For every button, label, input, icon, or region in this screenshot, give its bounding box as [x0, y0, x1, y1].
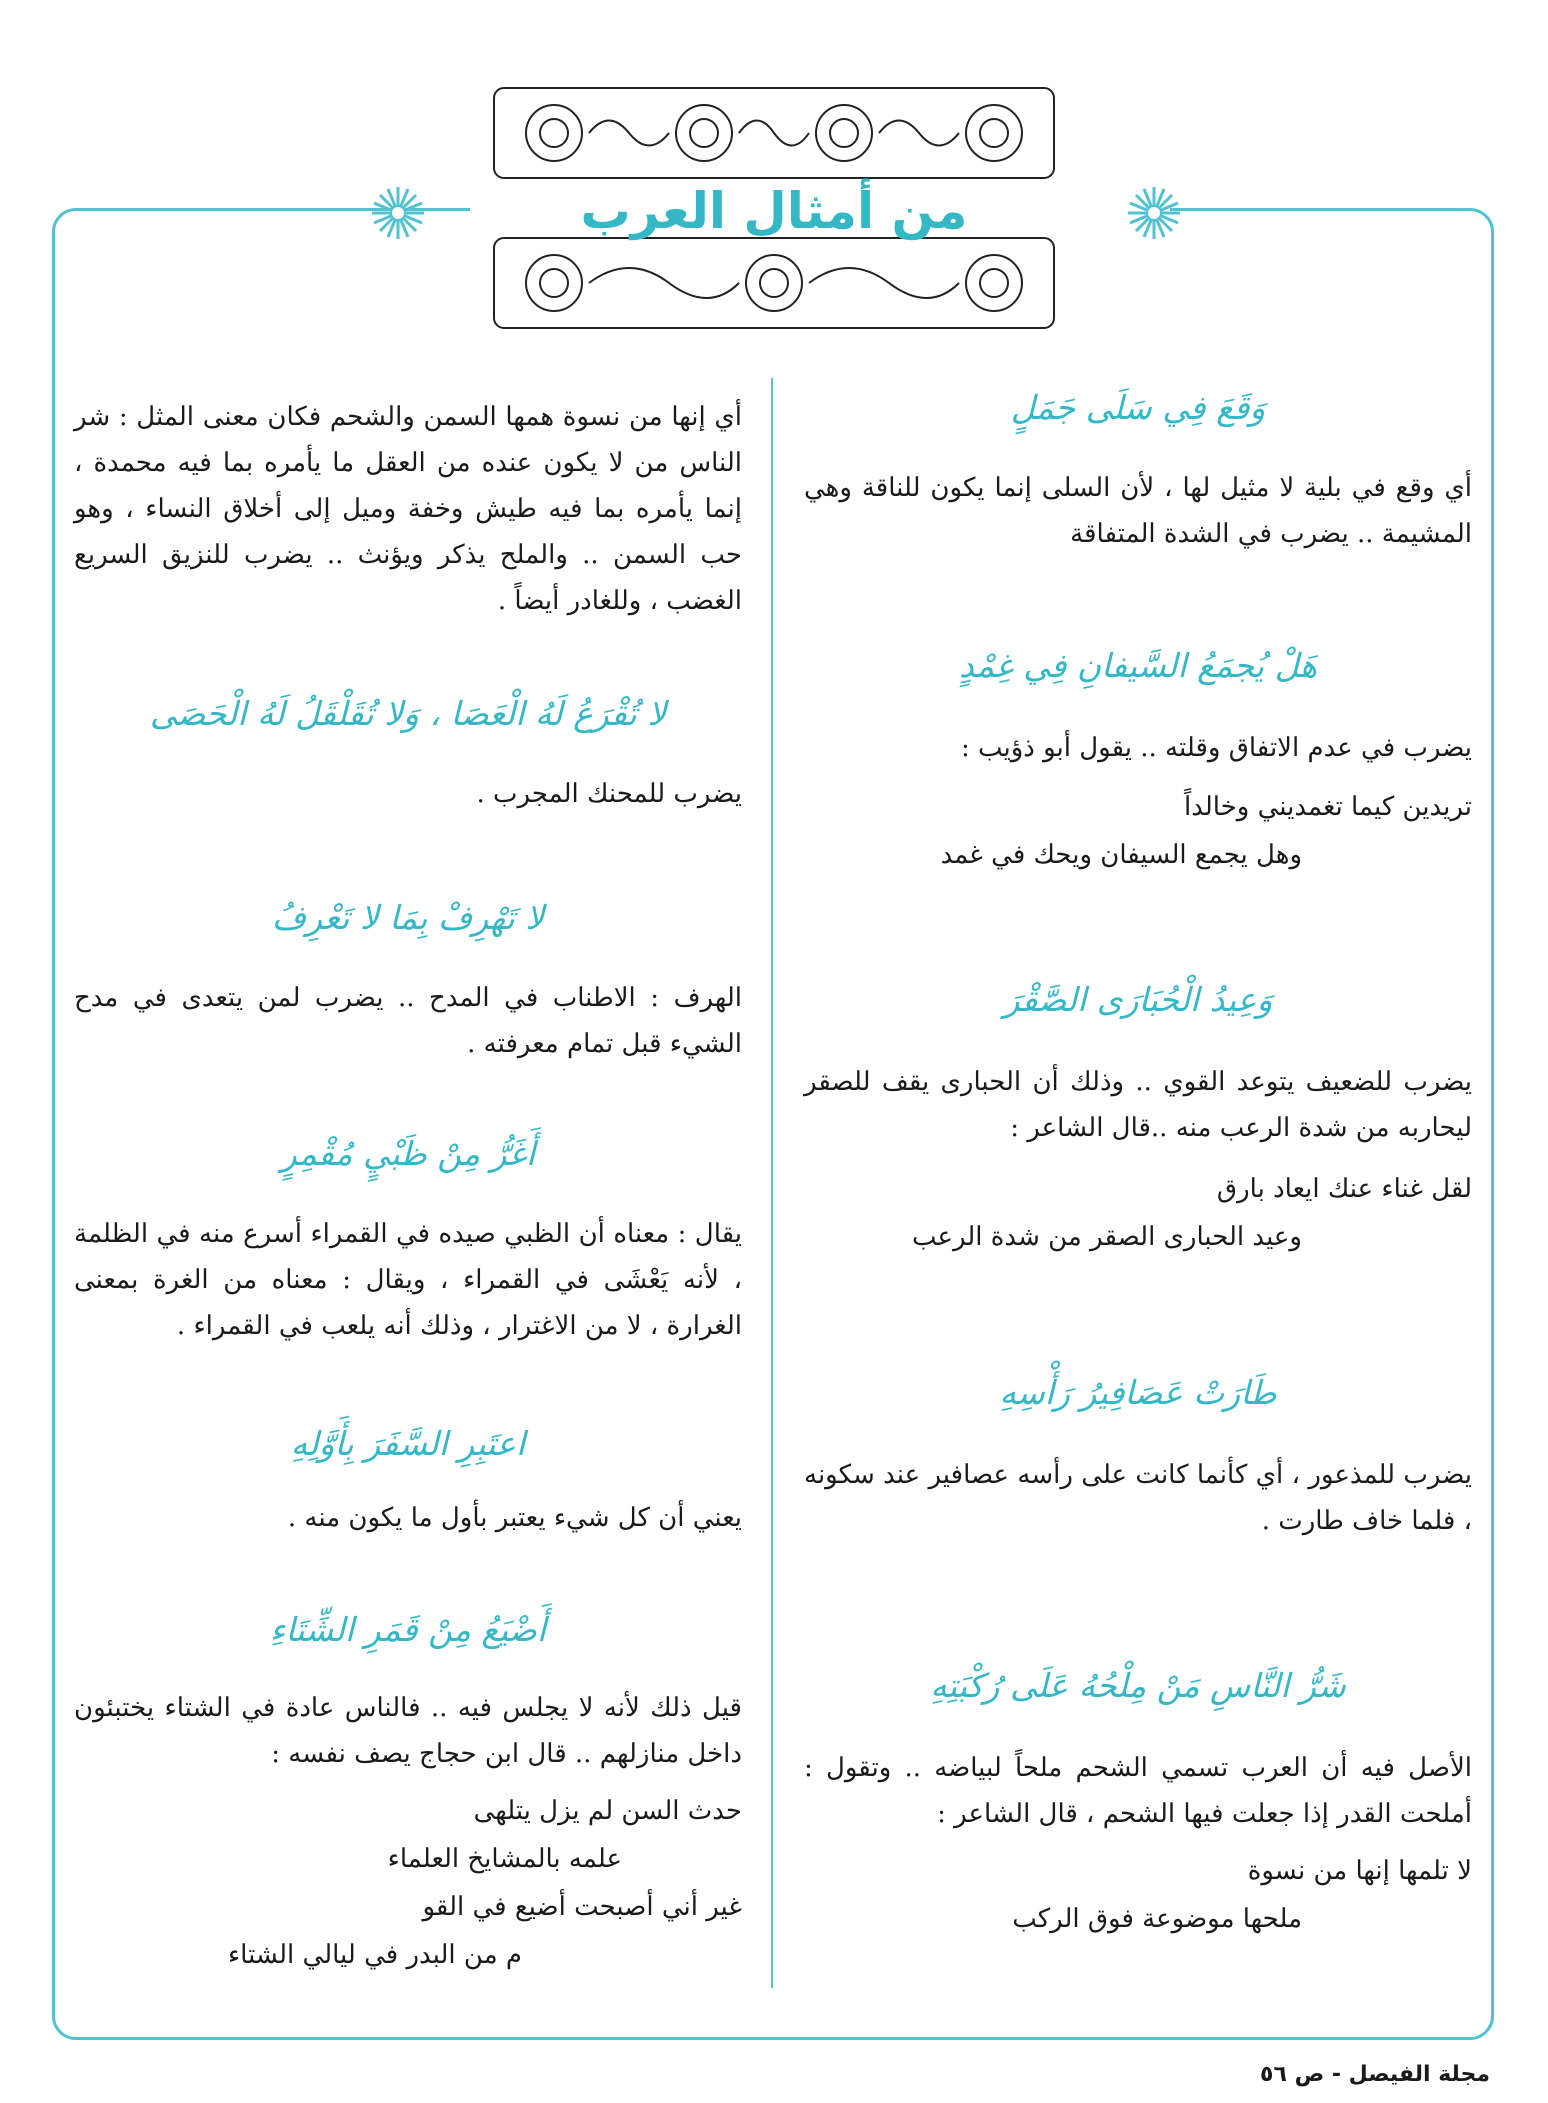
- verse-line: م من البدر في ليالي الشتاء: [227, 1940, 522, 1970]
- sunburst-ornament-icon: [368, 183, 428, 243]
- verse-line: علمه بالمشايخ العلماء: [387, 1844, 622, 1874]
- proverb-heading: وَقَعَ فِي سَلَى جَمَلٍ: [1010, 388, 1266, 427]
- right-column: [804, 388, 1472, 2008]
- proverb-text: الأصل فيه أن العرب تسمي الشحم ملحاً لبياضه .. وتقول : أملحت القدر إذا جعلت فيها الشحم ، قال الشاعر :: [804, 1753, 1472, 1829]
- verse: [74, 1787, 742, 1979]
- verse-line: وعيد الحبارى الصقر من شدة الرعب: [912, 1222, 1302, 1252]
- verse: [804, 783, 1472, 879]
- verse: [804, 1165, 1472, 1261]
- sunburst-ornament-icon: [1124, 183, 1184, 243]
- verse: [804, 1847, 1472, 1943]
- proverb-entry: [74, 1610, 742, 1979]
- proverb-text: يضرب للضعيف يتوعد القوي .. وذلك أن الحبارى يقف للصقر ليحاربه من شدة الرعب منه ..قال الشاعر :: [804, 1067, 1472, 1143]
- proverb-entry: [74, 898, 742, 1067]
- proverb-entry: [74, 1134, 742, 1349]
- proverb-heading: وَعِيدُ الْحُبَارَى الصَّقْرَ: [1003, 980, 1273, 1019]
- proverb-entry: [804, 980, 1472, 1261]
- proverb-text: أي إنها من نسوة همها السمن والشحم فكان معنى المثل : شر الناس من لا يكون عنده من العقل ما يأمره بما فيه محمدة ، إنما يأمره بما فيه طيش وخفة وميل إلى أخلاق النساء ، وهو حب السمن .. والملح يذكر ويؤنث .. يضرب للنزيق السريع الغضب ، وللغادر أيضاً .: [74, 402, 742, 616]
- proverb-entry: [804, 388, 1472, 557]
- verse-line: وهل يجمع السيفان ويحك في غمد: [940, 840, 1302, 870]
- column-divider: [771, 378, 773, 1988]
- proverb-entry: [804, 1373, 1472, 1544]
- proverb-text: قيل ذلك لأنه لا يجلس فيه .. فالناس عادة في الشتاء يختبئون داخل منازلهم .. قال ابن حجاج يصف نفسه :: [74, 1693, 742, 1769]
- proverb-text: يضرب للمذعور ، أي كأنما كانت على رأسه عصافير عند سكونه ، فلما خاف طارت .: [804, 1460, 1472, 1536]
- proverb-text: يعني أن كل شيء يعتبر بأول ما يكون منه .: [287, 1503, 742, 1533]
- left-column: [74, 388, 742, 2008]
- verse-line: لا تلمها إنها من نسوة: [1247, 1856, 1472, 1886]
- proverb-entry: [74, 394, 742, 624]
- proverb-text: الهرف : الاطناب في المدح .. يضرب لمن يتعدى في مدح الشيء قبل تمام معرفته .: [74, 983, 742, 1059]
- proverb-text: يقال : معناه أن الظبي صيده في القمراء أسرع منه في الظلمة ، لأنه يَعْشَى في القمراء ، ويقال : معناه من الغرة بمعنى الغرارة ، لا من الاغترار ، وذلك أنه يلعب في القمراء .: [74, 1219, 742, 1341]
- proverb-heading: هَلْ يُجمَعُ السَّيفانِ فِي غِمْدٍ: [958, 646, 1318, 685]
- proverb-text: يضرب في عدم الاتفاق وقلته .. يقول أبو ذؤيب :: [960, 733, 1472, 763]
- proverb-heading: اعتَبِرِ السَّفَرَ بِأَوَّلِهِ: [290, 1424, 526, 1463]
- proverb-entry: [804, 646, 1472, 879]
- proverb-heading: شَرُّ النَّاسِ مَنْ مِلْحُهُ عَلَى رُكْبَتِهِ: [930, 1666, 1346, 1705]
- proverb-heading: لا تَهْرِفْ بِمَا لا تَعْرِفُ: [271, 898, 545, 937]
- page-footer: مجلة الفيصل - ص ٥٦: [1260, 2062, 1490, 2087]
- proverb-text: يضرب للمحنك المجرب .: [476, 779, 742, 809]
- verse-line: تريدين كيما تغمديني وخالداً: [1183, 792, 1472, 822]
- verse-line: لقل غناء عنك ايعاد بارق: [1216, 1174, 1472, 1204]
- verse-line: غير أني أصبحت أضيع في القو: [422, 1892, 742, 1922]
- proverb-heading: لا تُقْرَعُ لَهُ الْعَصَا ، وَلا تُقَلْقَلُ لَهُ الْحَصَى: [149, 694, 667, 733]
- verse-line: حدث السن لم يزل يتلهى: [473, 1796, 742, 1826]
- verse-line: ملحها موضوعة فوق الركب: [1012, 1904, 1302, 1934]
- proverb-entry: [74, 1424, 742, 1541]
- proverb-entry: [804, 1666, 1472, 1943]
- proverb-text: أي وقع في بلية لا مثيل لها ، لأن السلى إنما يكون للناقة وهي المشيمة .. يضرب في الشدة المتفاقة: [804, 473, 1472, 549]
- page-title: من أمثال العرب: [580, 182, 968, 240]
- proverb-heading: أَغَرُّ مِنْ ظَبْيٍ مُقْمِرٍ: [280, 1134, 536, 1173]
- proverb-heading: أَضْيَعُ مِنْ قَمَرِ الشِّتَاءِ: [269, 1610, 547, 1649]
- proverb-heading: طَارَتْ عَصَافِيرُ رَأْسِهِ: [999, 1373, 1277, 1412]
- proverb-entry: [74, 694, 742, 817]
